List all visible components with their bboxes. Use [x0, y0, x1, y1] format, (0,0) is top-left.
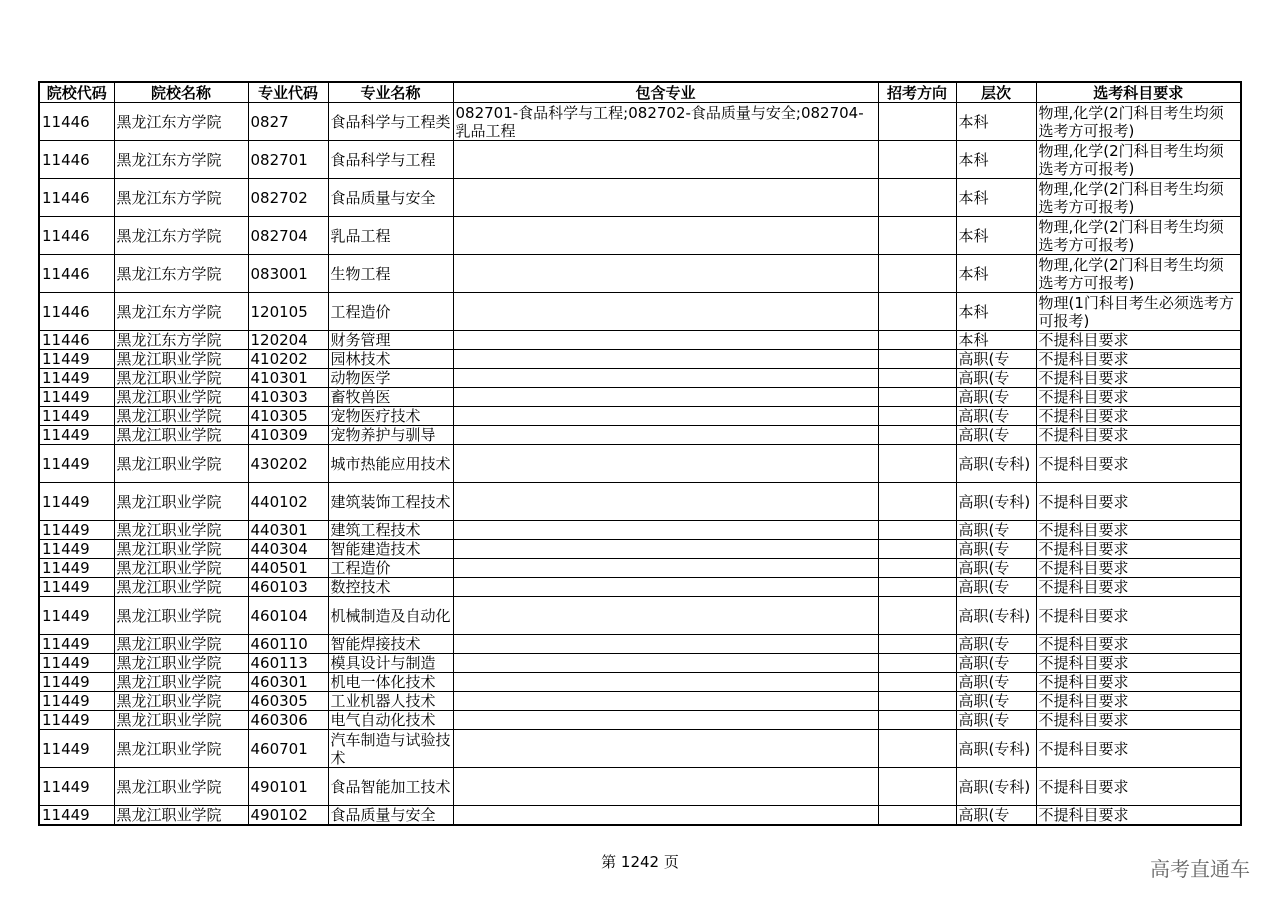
admission-table — [38, 81, 1242, 826]
cell-subject-requirement: 不提科目要求 — [1036, 426, 1241, 445]
cell-school-code: 11449 — [39, 445, 114, 483]
cell-major-name: 工程造价 — [328, 559, 453, 578]
cell-subject-requirement: 不提科目要求 — [1036, 407, 1241, 426]
cell-major-name: 电气自动化技术 — [328, 711, 453, 730]
cell-school-name: 黑龙江东方学院 — [114, 141, 248, 179]
cell-major-code: 440501 — [248, 559, 328, 578]
cell-school-code: 11446 — [39, 103, 114, 141]
cell-school-name: 黑龙江东方学院 — [114, 217, 248, 255]
cell-level: 高职(专 — [956, 578, 1036, 597]
cell-level: 高职(专 — [956, 654, 1036, 673]
table-row — [39, 388, 1241, 407]
cell-school-code: 11449 — [39, 369, 114, 388]
cell-included-majors — [453, 426, 878, 445]
cell-major-code: 460113 — [248, 654, 328, 673]
cell-subject-requirement: 不提科目要求 — [1036, 540, 1241, 559]
cell-direction — [878, 350, 956, 369]
cell-level: 高职(专 — [956, 369, 1036, 388]
cell-level: 本科 — [956, 141, 1036, 179]
cell-direction — [878, 179, 956, 217]
cell-level: 本科 — [956, 255, 1036, 293]
cell-school-name: 黑龙江职业学院 — [114, 540, 248, 559]
cell-level: 本科 — [956, 331, 1036, 350]
cell-school-code: 11446 — [39, 217, 114, 255]
cell-major-name: 园林技术 — [328, 350, 453, 369]
cell-subject-requirement: 不提科目要求 — [1036, 445, 1241, 483]
cell-school-code: 11446 — [39, 179, 114, 217]
table-row — [39, 673, 1241, 692]
cell-subject-requirement: 不提科目要求 — [1036, 654, 1241, 673]
table-row — [39, 217, 1241, 255]
cell-major-name: 建筑装饰工程技术 — [328, 483, 453, 521]
cell-major-code: 083001 — [248, 255, 328, 293]
cell-subject-requirement: 不提科目要求 — [1036, 521, 1241, 540]
cell-major-name: 宠物医疗技术 — [328, 407, 453, 426]
header-major-code: 专业代码 — [248, 82, 328, 103]
cell-direction — [878, 711, 956, 730]
cell-direction — [878, 806, 956, 826]
cell-school-code: 11449 — [39, 483, 114, 521]
cell-major-name: 动物医学 — [328, 369, 453, 388]
cell-included-majors — [453, 521, 878, 540]
cell-direction — [878, 559, 956, 578]
cell-major-name: 宠物养护与驯导 — [328, 426, 453, 445]
cell-level: 高职(专科) — [956, 730, 1036, 768]
cell-included-majors — [453, 388, 878, 407]
cell-direction — [878, 388, 956, 407]
cell-school-code: 11449 — [39, 635, 114, 654]
cell-major-code: 490102 — [248, 806, 328, 826]
cell-school-name: 黑龙江东方学院 — [114, 179, 248, 217]
table-row — [39, 711, 1241, 730]
table-row — [39, 445, 1241, 483]
table-row — [39, 103, 1241, 141]
table-row — [39, 255, 1241, 293]
cell-direction — [878, 521, 956, 540]
cell-school-code: 11449 — [39, 654, 114, 673]
cell-major-name: 食品科学与工程类 — [328, 103, 453, 141]
cell-subject-requirement: 物理(1门科目考生必须选考方可报考) — [1036, 293, 1241, 331]
cell-school-name: 黑龙江职业学院 — [114, 407, 248, 426]
cell-level: 高职(专 — [956, 521, 1036, 540]
table-row — [39, 369, 1241, 388]
cell-included-majors — [453, 407, 878, 426]
cell-school-code: 11449 — [39, 673, 114, 692]
table-row — [39, 559, 1241, 578]
cell-school-code: 11449 — [39, 806, 114, 826]
cell-direction — [878, 483, 956, 521]
cell-school-name: 黑龙江职业学院 — [114, 806, 248, 826]
cell-school-name: 黑龙江东方学院 — [114, 103, 248, 141]
cell-subject-requirement: 不提科目要求 — [1036, 331, 1241, 350]
cell-major-code: 460305 — [248, 692, 328, 711]
cell-subject-requirement: 不提科目要求 — [1036, 730, 1241, 768]
cell-level: 高职(专 — [956, 635, 1036, 654]
cell-subject-requirement: 物理,化学(2门科目考生均须选考方可报考) — [1036, 255, 1241, 293]
cell-subject-requirement: 不提科目要求 — [1036, 559, 1241, 578]
cell-major-code: 410309 — [248, 426, 328, 445]
table-row — [39, 768, 1241, 806]
cell-level: 本科 — [956, 293, 1036, 331]
cell-subject-requirement: 物理,化学(2门科目考生均须选考方可报考) — [1036, 179, 1241, 217]
cell-included-majors — [453, 730, 878, 768]
cell-direction — [878, 426, 956, 445]
cell-subject-requirement: 不提科目要求 — [1036, 711, 1241, 730]
cell-school-name: 黑龙江职业学院 — [114, 597, 248, 635]
header-school-code: 院校代码 — [39, 82, 114, 103]
table-row — [39, 426, 1241, 445]
cell-included-majors — [453, 597, 878, 635]
header-subject-requirement: 选考科目要求 — [1036, 82, 1241, 103]
cell-school-name: 黑龙江职业学院 — [114, 730, 248, 768]
cell-school-code: 11449 — [39, 692, 114, 711]
table-row — [39, 141, 1241, 179]
cell-school-name: 黑龙江东方学院 — [114, 255, 248, 293]
cell-school-code: 11449 — [39, 540, 114, 559]
cell-subject-requirement: 物理,化学(2门科目考生均须选考方可报考) — [1036, 217, 1241, 255]
cell-school-name: 黑龙江职业学院 — [114, 654, 248, 673]
cell-subject-requirement: 不提科目要求 — [1036, 388, 1241, 407]
cell-subject-requirement: 不提科目要求 — [1036, 692, 1241, 711]
cell-direction — [878, 369, 956, 388]
cell-level: 高职(专科) — [956, 483, 1036, 521]
cell-included-majors — [453, 768, 878, 806]
cell-school-name: 黑龙江职业学院 — [114, 426, 248, 445]
cell-school-code: 11449 — [39, 350, 114, 369]
header-level: 层次 — [956, 82, 1036, 103]
cell-direction — [878, 103, 956, 141]
cell-direction — [878, 540, 956, 559]
cell-subject-requirement: 不提科目要求 — [1036, 578, 1241, 597]
cell-school-name: 黑龙江职业学院 — [114, 388, 248, 407]
cell-major-code: 410305 — [248, 407, 328, 426]
cell-included-majors — [453, 540, 878, 559]
cell-included-majors — [453, 806, 878, 826]
cell-major-name: 食品科学与工程 — [328, 141, 453, 179]
cell-school-name: 黑龙江职业学院 — [114, 578, 248, 597]
cell-major-name: 智能建造技术 — [328, 540, 453, 559]
cell-major-code: 410202 — [248, 350, 328, 369]
cell-school-name: 黑龙江职业学院 — [114, 692, 248, 711]
cell-school-name: 黑龙江职业学院 — [114, 635, 248, 654]
cell-direction — [878, 673, 956, 692]
cell-included-majors — [453, 711, 878, 730]
cell-major-code: 120204 — [248, 331, 328, 350]
cell-level: 高职(专 — [956, 559, 1036, 578]
cell-major-code: 440304 — [248, 540, 328, 559]
cell-level: 高职(专科) — [956, 445, 1036, 483]
cell-included-majors — [453, 578, 878, 597]
cell-school-code: 11449 — [39, 426, 114, 445]
cell-major-name: 机械制造及自动化 — [328, 597, 453, 635]
cell-school-name: 黑龙江职业学院 — [114, 768, 248, 806]
table-row — [39, 350, 1241, 369]
cell-level: 高职(专科) — [956, 768, 1036, 806]
table-row — [39, 578, 1241, 597]
cell-level: 高职(专 — [956, 426, 1036, 445]
cell-school-name: 黑龙江职业学院 — [114, 350, 248, 369]
cell-major-name: 数控技术 — [328, 578, 453, 597]
cell-school-code: 11449 — [39, 388, 114, 407]
table-row — [39, 692, 1241, 711]
cell-subject-requirement: 不提科目要求 — [1036, 483, 1241, 521]
page-number: 第 1242 页 — [601, 853, 679, 871]
cell-level: 本科 — [956, 217, 1036, 255]
cell-included-majors — [453, 635, 878, 654]
cell-major-code: 410301 — [248, 369, 328, 388]
cell-major-code: 460103 — [248, 578, 328, 597]
cell-level: 高职(专 — [956, 806, 1036, 826]
table-row — [39, 635, 1241, 654]
cell-school-code: 11446 — [39, 141, 114, 179]
cell-direction — [878, 293, 956, 331]
cell-school-code: 11449 — [39, 407, 114, 426]
cell-major-code: 460104 — [248, 597, 328, 635]
cell-major-name: 乳品工程 — [328, 217, 453, 255]
cell-major-code: 0827 — [248, 103, 328, 141]
cell-direction — [878, 217, 956, 255]
cell-major-name: 工业机器人技术 — [328, 692, 453, 711]
table-row — [39, 540, 1241, 559]
cell-major-code: 120105 — [248, 293, 328, 331]
cell-major-name: 食品智能加工技术 — [328, 768, 453, 806]
cell-major-code: 460306 — [248, 711, 328, 730]
cell-school-name: 黑龙江职业学院 — [114, 559, 248, 578]
cell-level: 高职(专 — [956, 673, 1036, 692]
cell-school-name: 黑龙江东方学院 — [114, 331, 248, 350]
table-row — [39, 483, 1241, 521]
table-row — [39, 730, 1241, 768]
cell-major-code: 460110 — [248, 635, 328, 654]
table-header-row — [39, 82, 1241, 103]
cell-school-code: 11449 — [39, 711, 114, 730]
cell-included-majors — [453, 255, 878, 293]
cell-major-name: 财务管理 — [328, 331, 453, 350]
cell-direction — [878, 331, 956, 350]
cell-school-name: 黑龙江职业学院 — [114, 673, 248, 692]
header-major-name: 专业名称 — [328, 82, 453, 103]
cell-major-code: 460701 — [248, 730, 328, 768]
cell-major-code: 440301 — [248, 521, 328, 540]
cell-subject-requirement: 不提科目要求 — [1036, 806, 1241, 826]
cell-included-majors — [453, 692, 878, 711]
cell-major-code: 430202 — [248, 445, 328, 483]
cell-direction — [878, 654, 956, 673]
cell-major-name: 城市热能应用技术 — [328, 445, 453, 483]
cell-subject-requirement: 不提科目要求 — [1036, 597, 1241, 635]
cell-major-code: 082704 — [248, 217, 328, 255]
cell-included-majors — [453, 350, 878, 369]
cell-direction — [878, 578, 956, 597]
cell-major-name: 机电一体化技术 — [328, 673, 453, 692]
cell-direction — [878, 768, 956, 806]
cell-direction — [878, 597, 956, 635]
table-row — [39, 331, 1241, 350]
table-row — [39, 521, 1241, 540]
cell-direction — [878, 407, 956, 426]
table-row — [39, 654, 1241, 673]
cell-level: 高职(专 — [956, 692, 1036, 711]
cell-level: 高职(专 — [956, 407, 1036, 426]
cell-level: 高职(专 — [956, 388, 1036, 407]
header-direction: 招考方向 — [878, 82, 956, 103]
table-row — [39, 597, 1241, 635]
cell-major-name: 智能焊接技术 — [328, 635, 453, 654]
cell-school-code: 11446 — [39, 293, 114, 331]
cell-included-majors — [453, 445, 878, 483]
cell-school-name: 黑龙江职业学院 — [114, 483, 248, 521]
cell-school-name: 黑龙江东方学院 — [114, 293, 248, 331]
cell-subject-requirement: 物理,化学(2门科目考生均须选考方可报考) — [1036, 103, 1241, 141]
cell-major-code: 440102 — [248, 483, 328, 521]
cell-major-code: 460301 — [248, 673, 328, 692]
cell-major-code: 082701 — [248, 141, 328, 179]
cell-school-code: 11449 — [39, 521, 114, 540]
cell-level: 本科 — [956, 179, 1036, 217]
cell-included-majors — [453, 179, 878, 217]
cell-level: 本科 — [956, 103, 1036, 141]
cell-school-code: 11449 — [39, 768, 114, 806]
cell-included-majors — [453, 141, 878, 179]
cell-school-code: 11449 — [39, 597, 114, 635]
cell-direction — [878, 255, 956, 293]
cell-subject-requirement: 不提科目要求 — [1036, 350, 1241, 369]
cell-level: 高职(专 — [956, 540, 1036, 559]
header-included-majors: 包含专业 — [453, 82, 878, 103]
cell-major-name: 建筑工程技术 — [328, 521, 453, 540]
cell-included-majors: 082701-食品科学与工程;082702-食品质量与安全;082704-乳品工程 — [453, 103, 878, 141]
cell-major-name: 生物工程 — [328, 255, 453, 293]
cell-major-name: 工程造价 — [328, 293, 453, 331]
cell-subject-requirement: 不提科目要求 — [1036, 369, 1241, 388]
cell-school-name: 黑龙江职业学院 — [114, 369, 248, 388]
cell-school-name: 黑龙江职业学院 — [114, 521, 248, 540]
watermark: 高考直通车 — [1150, 857, 1250, 881]
cell-included-majors — [453, 217, 878, 255]
cell-school-name: 黑龙江职业学院 — [114, 711, 248, 730]
cell-included-majors — [453, 369, 878, 388]
cell-major-name: 汽车制造与试验技术 — [328, 730, 453, 768]
cell-major-code: 082702 — [248, 179, 328, 217]
cell-included-majors — [453, 673, 878, 692]
cell-level: 高职(专 — [956, 711, 1036, 730]
cell-direction — [878, 635, 956, 654]
cell-school-code: 11449 — [39, 559, 114, 578]
cell-subject-requirement: 不提科目要求 — [1036, 673, 1241, 692]
cell-included-majors — [453, 559, 878, 578]
table-row — [39, 806, 1241, 826]
cell-major-name: 食品质量与安全 — [328, 179, 453, 217]
cell-major-name: 模具设计与制造 — [328, 654, 453, 673]
cell-subject-requirement: 不提科目要求 — [1036, 768, 1241, 806]
cell-included-majors — [453, 483, 878, 521]
cell-direction — [878, 141, 956, 179]
cell-subject-requirement: 不提科目要求 — [1036, 635, 1241, 654]
table-row — [39, 407, 1241, 426]
cell-school-code: 11446 — [39, 331, 114, 350]
cell-direction — [878, 692, 956, 711]
header-school-name: 院校名称 — [114, 82, 248, 103]
cell-included-majors — [453, 331, 878, 350]
cell-included-majors — [453, 293, 878, 331]
table-row — [39, 179, 1241, 217]
cell-direction — [878, 445, 956, 483]
cell-major-name: 食品质量与安全 — [328, 806, 453, 826]
cell-major-code: 410303 — [248, 388, 328, 407]
cell-major-name: 畜牧兽医 — [328, 388, 453, 407]
cell-included-majors — [453, 654, 878, 673]
cell-subject-requirement: 物理,化学(2门科目考生均须选考方可报考) — [1036, 141, 1241, 179]
cell-level: 高职(专科) — [956, 597, 1036, 635]
cell-direction — [878, 730, 956, 768]
cell-school-code: 11449 — [39, 730, 114, 768]
cell-school-name: 黑龙江职业学院 — [114, 445, 248, 483]
cell-level: 高职(专 — [956, 350, 1036, 369]
cell-school-code: 11449 — [39, 578, 114, 597]
table-row — [39, 293, 1241, 331]
cell-major-code: 490101 — [248, 768, 328, 806]
cell-school-code: 11446 — [39, 255, 114, 293]
